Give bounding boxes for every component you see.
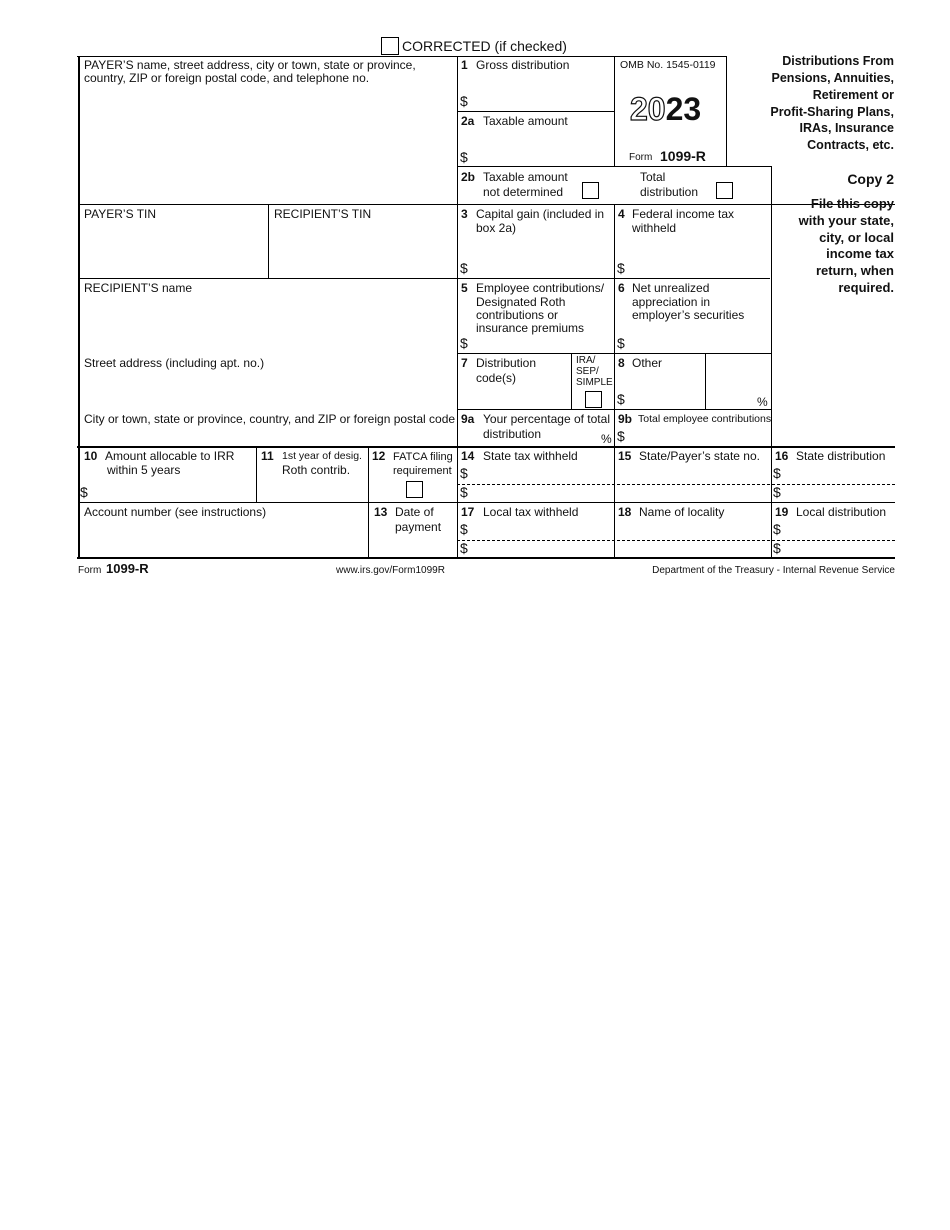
street-address-field[interactable] bbox=[80, 371, 456, 407]
employee-contributions-field[interactable] bbox=[470, 336, 610, 352]
net-unrealized-appreciation-field[interactable] bbox=[627, 326, 767, 352]
copy-instruction-line3: city, or local bbox=[819, 230, 894, 245]
box14-dollar-1: $ bbox=[460, 465, 468, 481]
box8-dollar: $ bbox=[617, 391, 625, 407]
box12-label-line1: FATCA filing bbox=[393, 451, 453, 463]
footer-url: www.irs.gov/Form1099R bbox=[336, 565, 445, 576]
box19-number: 19 bbox=[775, 505, 789, 519]
box7-number: 7 bbox=[461, 356, 468, 370]
box1-number: 1 bbox=[461, 58, 468, 72]
omb-number: OMB No. 1545-0119 bbox=[620, 59, 716, 71]
box12-number: 12 bbox=[372, 449, 386, 463]
distribution-code-field[interactable] bbox=[460, 388, 568, 407]
box4-label-line1: Federal income tax bbox=[632, 207, 735, 221]
box2a-dollar: $ bbox=[460, 149, 468, 165]
recipient-tin-field[interactable] bbox=[270, 222, 456, 276]
total-distribution-label-line2: distribution bbox=[640, 185, 699, 199]
street-address-label: Street address (including apt. no.) bbox=[84, 356, 265, 370]
box5-label-line4: insurance premiums bbox=[476, 321, 585, 335]
box17-dollar-1: $ bbox=[460, 521, 468, 537]
capital-gain-field[interactable] bbox=[470, 238, 610, 276]
ira-sep-simple-line1: IRA/ bbox=[576, 355, 596, 366]
box5-dollar: $ bbox=[460, 335, 468, 351]
box16-label: State distribution bbox=[796, 449, 886, 463]
state-distribution-field-1[interactable] bbox=[783, 465, 893, 483]
state-payer-number-field-2[interactable] bbox=[617, 486, 769, 501]
gross-distribution-field[interactable] bbox=[470, 76, 610, 109]
payer-tin-field[interactable] bbox=[80, 222, 266, 276]
box11-label-line2: Roth contrib. bbox=[282, 463, 351, 477]
payer-info-field[interactable] bbox=[80, 86, 456, 202]
box5-number: 5 bbox=[461, 281, 468, 295]
box14-number: 14 bbox=[461, 449, 475, 463]
box2b-label-line2: not determined bbox=[483, 185, 564, 199]
recipient-name-label: RECIPIENT’S name bbox=[84, 281, 193, 295]
box6-label-line1: Net unrealized bbox=[632, 281, 710, 295]
payer-label-line1: PAYER’S name, street address, city or town, state or province, bbox=[84, 58, 416, 72]
local-distribution-field-1[interactable] bbox=[783, 521, 893, 539]
state-tax-withheld-field-2[interactable] bbox=[470, 486, 610, 501]
box9b-label: Total employee contributions bbox=[638, 413, 772, 425]
total-distribution-checkbox[interactable] bbox=[716, 182, 733, 199]
footer bbox=[78, 561, 895, 579]
box3-number: 3 bbox=[461, 207, 468, 221]
locality-name-field-2[interactable] bbox=[617, 542, 769, 556]
box8-label: Other bbox=[632, 356, 663, 370]
box9a-number: 9a bbox=[461, 412, 475, 426]
box18-label: Name of locality bbox=[639, 505, 725, 519]
copy-instruction-line5: return, when bbox=[815, 263, 894, 278]
box9a-label-line1: Your percentage of total bbox=[483, 412, 610, 426]
box4-label-line2: withheld bbox=[632, 221, 677, 235]
box2a-number: 2a bbox=[461, 114, 475, 128]
box2b-number: 2b bbox=[461, 170, 476, 184]
box11-label-line1: 1st year of desig. bbox=[282, 450, 362, 462]
box7-label-line1: Distribution bbox=[476, 356, 537, 370]
first-year-roth-field[interactable] bbox=[260, 478, 366, 500]
federal-tax-withheld-field[interactable] bbox=[627, 238, 767, 276]
tax-year-outline: 20 bbox=[630, 91, 666, 127]
state-distribution-field-2[interactable] bbox=[783, 486, 893, 501]
form-title-line1: Distributions From bbox=[782, 54, 894, 68]
box10-label-line1: Amount allocable to IRR bbox=[105, 449, 235, 463]
state-payer-number-field-1[interactable] bbox=[617, 465, 769, 483]
box10-dollar: $ bbox=[80, 484, 88, 500]
box14-label: State tax withheld bbox=[483, 449, 578, 463]
box9a-label-line2: distribution bbox=[483, 427, 542, 441]
box6-dollar: $ bbox=[617, 335, 625, 351]
percentage-of-total-field[interactable] bbox=[545, 427, 599, 444]
box1-label: Gross distribution bbox=[476, 58, 570, 72]
locality-name-field-1[interactable] bbox=[617, 521, 769, 539]
copy-instruction-line6: required. bbox=[838, 280, 894, 295]
local-tax-withheld-field-1[interactable] bbox=[470, 521, 610, 539]
box3-label-line2: box 2a) bbox=[476, 221, 517, 235]
box17-dollar-2: $ bbox=[460, 540, 468, 556]
recipient-name-field[interactable] bbox=[80, 296, 456, 350]
account-number-field[interactable] bbox=[80, 521, 366, 556]
form-title-line3: Retirement or bbox=[812, 88, 894, 102]
city-state-zip-field[interactable] bbox=[80, 427, 456, 445]
other-percent-field[interactable] bbox=[708, 375, 756, 407]
box17-number: 17 bbox=[461, 505, 475, 519]
copy-label: Copy 2 bbox=[847, 171, 894, 187]
city-state-zip-label: City or town, state or province, country, and ZIP or foreign postal code bbox=[84, 412, 456, 426]
box9a-percent: % bbox=[601, 432, 612, 446]
footer-form-word: Form bbox=[78, 565, 102, 576]
local-tax-withheld-field-2[interactable] bbox=[470, 542, 610, 556]
box6-label-line3: employer’s securities bbox=[632, 308, 745, 322]
box1-dollar: $ bbox=[460, 93, 468, 109]
other-amount-field[interactable] bbox=[627, 375, 703, 407]
box17-label: Local tax withheld bbox=[483, 505, 579, 519]
box3-dollar: $ bbox=[460, 260, 468, 276]
copy-instruction-line1: File this copy bbox=[810, 196, 894, 211]
footer-department: Department of the Treasury - Internal Revenue Service bbox=[652, 565, 895, 576]
ira-sep-simple-checkbox[interactable] bbox=[585, 391, 602, 408]
form-title-line4: Profit-Sharing Plans, bbox=[770, 105, 894, 119]
box5-label-line3: contributions or bbox=[476, 308, 559, 322]
form-title-line2: Pensions, Annuities, bbox=[771, 71, 894, 85]
account-number-label: Account number (see instructions) bbox=[84, 505, 267, 519]
box9b-number: 9b bbox=[618, 412, 633, 426]
fatca-checkbox[interactable] bbox=[406, 481, 423, 498]
box15-label: State/Payer’s state no. bbox=[639, 449, 760, 463]
payer-label-line2: country, ZIP or foreign postal code, and telephone no. bbox=[84, 71, 370, 85]
footer-form-name: 1099-R bbox=[106, 561, 149, 576]
box13-label-line2: payment bbox=[395, 520, 442, 534]
form-title-line6: Contracts, etc. bbox=[807, 138, 894, 152]
total-employee-contributions-field[interactable] bbox=[627, 427, 767, 444]
box13-label-line1: Date of bbox=[395, 505, 434, 519]
copy-instruction-line2: with your state, bbox=[798, 213, 894, 228]
box15-number: 15 bbox=[618, 449, 632, 463]
corrected-checkbox[interactable] bbox=[381, 37, 399, 55]
form-title-line5: IRAs, Insurance bbox=[799, 121, 894, 135]
ira-sep-simple-line2: SEP/ bbox=[576, 366, 599, 377]
box4-number: 4 bbox=[618, 207, 625, 221]
payer-tin-label: PAYER’S TIN bbox=[84, 207, 157, 221]
box8-percent: % bbox=[757, 395, 768, 409]
box18-number: 18 bbox=[618, 505, 632, 519]
box6-number: 6 bbox=[618, 281, 625, 295]
box2b-label-line1: Taxable amount bbox=[483, 170, 568, 184]
box14-dollar-2: $ bbox=[460, 484, 468, 500]
recipient-tin-label: RECIPIENT’S TIN bbox=[274, 207, 372, 221]
box7-label-line2: code(s) bbox=[476, 371, 517, 385]
local-distribution-field-2[interactable] bbox=[783, 542, 893, 556]
box19-dollar-1: $ bbox=[773, 521, 781, 537]
box10-label-line2: within 5 years bbox=[107, 463, 181, 477]
box19-dollar-2: $ bbox=[773, 540, 781, 556]
state-tax-withheld-field-1[interactable] bbox=[470, 465, 610, 483]
omb-form-word: Form bbox=[629, 152, 653, 163]
omb-form-name: 1099-R bbox=[660, 148, 706, 164]
box10-number: 10 bbox=[84, 449, 98, 463]
ira-sep-simple-line3: SIMPLE bbox=[576, 377, 613, 388]
irr-amount-field[interactable] bbox=[92, 478, 252, 500]
corrected-label: CORRECTED (if checked) bbox=[402, 38, 567, 54]
date-of-payment-field[interactable] bbox=[370, 536, 455, 556]
box9b-dollar: $ bbox=[617, 428, 625, 444]
taxable-amount-field[interactable] bbox=[470, 130, 610, 164]
box5-label-line1: Employee contributions/ bbox=[476, 281, 605, 295]
taxable-not-determined-checkbox[interactable] bbox=[582, 182, 599, 199]
total-distribution-label-line1: Total bbox=[640, 170, 666, 184]
box8-number: 8 bbox=[618, 356, 625, 370]
copy-instruction-line4: income tax bbox=[826, 246, 894, 261]
tax-year-bold: 23 bbox=[665, 91, 702, 127]
box11-number: 11 bbox=[261, 449, 274, 463]
box2a-label: Taxable amount bbox=[483, 114, 568, 128]
box6-label-line2: appreciation in bbox=[632, 295, 711, 309]
box5-label-line2: Designated Roth bbox=[476, 295, 566, 309]
box4-dollar: $ bbox=[617, 260, 625, 276]
box12-label-line2: requirement bbox=[393, 465, 452, 477]
box16-dollar-1: $ bbox=[773, 465, 781, 481]
box16-dollar-2: $ bbox=[773, 484, 781, 500]
box3-label-line1: Capital gain (included in bbox=[476, 207, 605, 221]
box13-number: 13 bbox=[374, 505, 388, 519]
box19-label: Local distribution bbox=[796, 505, 887, 519]
box16-number: 16 bbox=[775, 449, 789, 463]
tax-year bbox=[630, 92, 701, 126]
